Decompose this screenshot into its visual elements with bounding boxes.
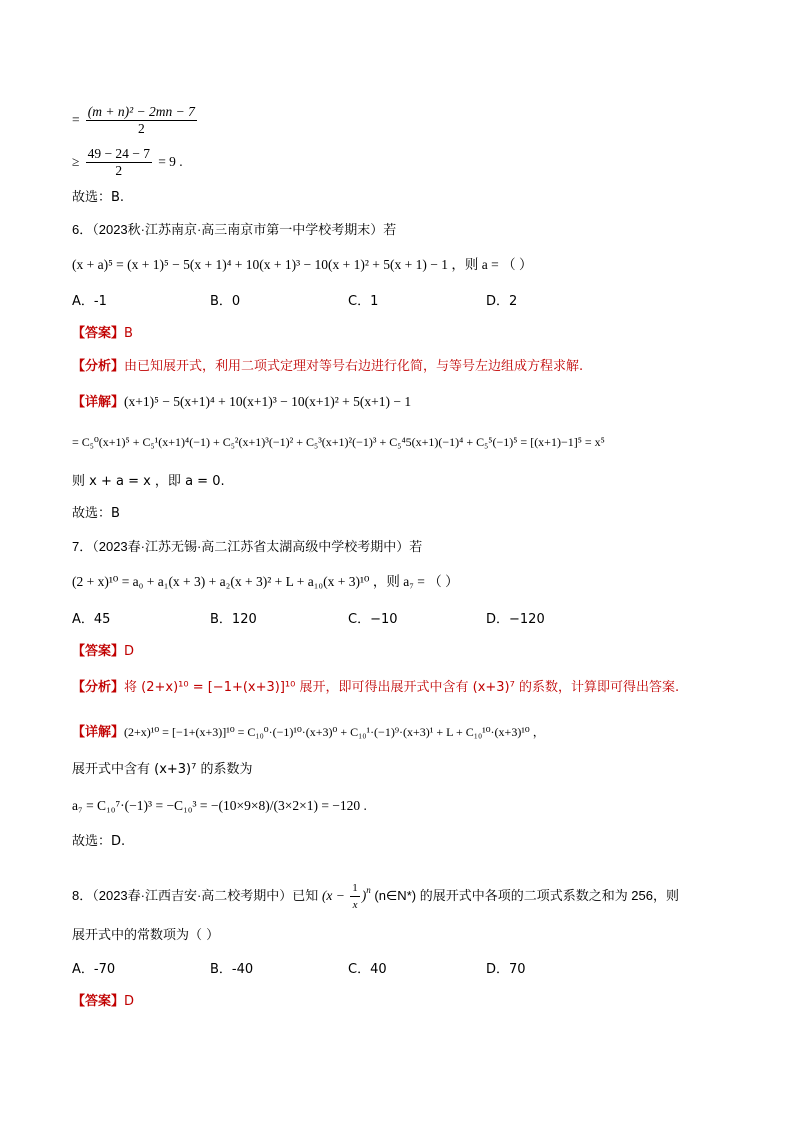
detail-tag: 【详解】 bbox=[72, 725, 125, 740]
detail-formula: (x+1)⁵ − 5(x+1)⁴ + 10(x+1)³ − 10(x+1)² + 5(x+1) − 1 bbox=[124, 394, 412, 409]
answer-value: D bbox=[124, 644, 135, 659]
answer-tag: 【答案】 bbox=[72, 644, 125, 659]
question-8-expression: (x − $\frac{1}{x}$ )$^n$ bbox=[321, 882, 371, 912]
option-d: D．2 bbox=[486, 294, 518, 309]
question-7-answer bbox=[72, 642, 754, 662]
fraction-denominator: 2 bbox=[115, 163, 123, 178]
analysis-tag: 【分析】 bbox=[72, 680, 125, 695]
option-a: A．45 bbox=[72, 612, 111, 627]
fraction-numerator: (m + n)² − 2mn − 7 bbox=[87, 104, 195, 119]
fraction-numerator: 49 − 24 − 7 bbox=[87, 146, 151, 161]
question-8-stem bbox=[72, 880, 754, 913]
option-a: A．-1 bbox=[72, 294, 107, 309]
question-7-detail-calc: a₇ = C₁₀⁷·(−1)³ = −C₁₀³ = −(10×9×8)/(3×2×1) = −120 . bbox=[72, 798, 367, 813]
prev-step-2: ≥ $\frac{49 - 24 - 7}{2}$ = 9 . bbox=[72, 146, 183, 178]
question-7-analysis bbox=[72, 678, 754, 698]
question-8-answer bbox=[72, 992, 754, 1012]
option-d: D．−120 bbox=[486, 612, 545, 627]
question-6-detail-expansion: = C₅⁰(x+1)⁵ + C₅¹(x+1)⁴(−1) + C₅²(x+1)³(−1)² + C₅³(x+1)²(−1)³ + C₅⁴5(x+1)(−1)⁴ + C₅⁵(−1)⁵ = [(x+1)−1]⁵ = x⁵ bbox=[72, 435, 605, 449]
question-8-stem-part-3: 展开式中的常数项为（ ） bbox=[72, 928, 220, 943]
question-6-stem: 6．（2023秋·江苏南京·高三南京市第一中学校考期末）若 bbox=[72, 222, 397, 237]
answer-value: B bbox=[124, 326, 133, 341]
question-6-detail-conclusion: 则 x + a = x ，即 a = 0. bbox=[72, 474, 225, 489]
question-6-final: 故选：B bbox=[72, 506, 120, 521]
detail-formula: (2+x)¹⁰ = [−1+(x+3)]¹⁰ = C₁₀⁰·(−1)¹⁰·(x+3)⁰ + C₁₀¹·(−1)⁹·(x+3)¹ + L + C₁₀¹⁰·(x+3)¹⁰ ， bbox=[124, 725, 545, 739]
option-a: A．-70 bbox=[72, 962, 116, 977]
analysis-tag: 【分析】 bbox=[72, 359, 125, 374]
question-7-final: 故选：D. bbox=[72, 834, 126, 849]
answer-tag: 【答案】 bbox=[72, 994, 125, 1009]
option-c: C．1 bbox=[348, 294, 379, 309]
question-8-stem-part-2: (n∈N*) 的展开式中各项的二项式系数之和为 256，则 bbox=[374, 888, 679, 903]
fraction-denominator: 2 bbox=[137, 121, 145, 136]
question-6-analysis bbox=[72, 357, 754, 377]
answer-value: D bbox=[124, 994, 135, 1009]
result-text: = 9 . bbox=[158, 154, 183, 169]
fraction bbox=[86, 146, 152, 179]
question-6-formula: (x + a)⁵ = (x + 1)⁵ − 5(x + 1)⁴ + 10(x + 1)³ − 10(x + 1)² + 5(x + 1) − 1 ，则 a = （ ） bbox=[72, 257, 533, 272]
analysis-text: 将 (2+x)¹⁰ = [−1+(x+3)]¹⁰ 展开，即可得出展开式中含有 (x+3)⁷ 的系数，计算即可得出答案. bbox=[124, 680, 680, 695]
question-6-answer bbox=[72, 324, 754, 344]
option-c: C．40 bbox=[348, 962, 387, 977]
prev-answer: 故选：B. bbox=[72, 190, 125, 205]
detail-tag: 【详解】 bbox=[72, 395, 125, 410]
question-7-formula: (2 + x)¹⁰ = a₀ + a₁(x + 3) + a₂(x + 3)² + L + a₁₀(x + 3)¹⁰ ，则 a₇ = （ ） bbox=[72, 574, 459, 589]
answer-tag: 【答案】 bbox=[72, 326, 125, 341]
option-d: D．70 bbox=[486, 962, 526, 977]
question-7-detail-text: 展开式中含有 (x+3)⁷ 的系数为 bbox=[72, 762, 253, 777]
option-b: B．120 bbox=[210, 612, 257, 627]
prev-step-1: = $\frac{\text{(m + n)² − 2mn − 7}}{2}$ bbox=[72, 104, 195, 136]
fraction bbox=[86, 104, 197, 137]
option-b: B．0 bbox=[210, 294, 241, 309]
option-c: C．−10 bbox=[348, 612, 398, 627]
analysis-text: 由已知展开式，利用二项式定理对等号右边进行化简，与等号左边组成方程求解. bbox=[124, 359, 584, 374]
question-6-detail bbox=[72, 392, 754, 413]
question-8-stem-part-1: 8．（2023春·江西吉安·高二校考期中）已知 bbox=[72, 888, 319, 903]
question-7-stem: 7．（2023春·江苏无锡·高二江苏省太湖高级中学校考期中）若 bbox=[72, 539, 423, 554]
option-b: B．-40 bbox=[210, 962, 254, 977]
question-7-detail bbox=[72, 722, 754, 743]
